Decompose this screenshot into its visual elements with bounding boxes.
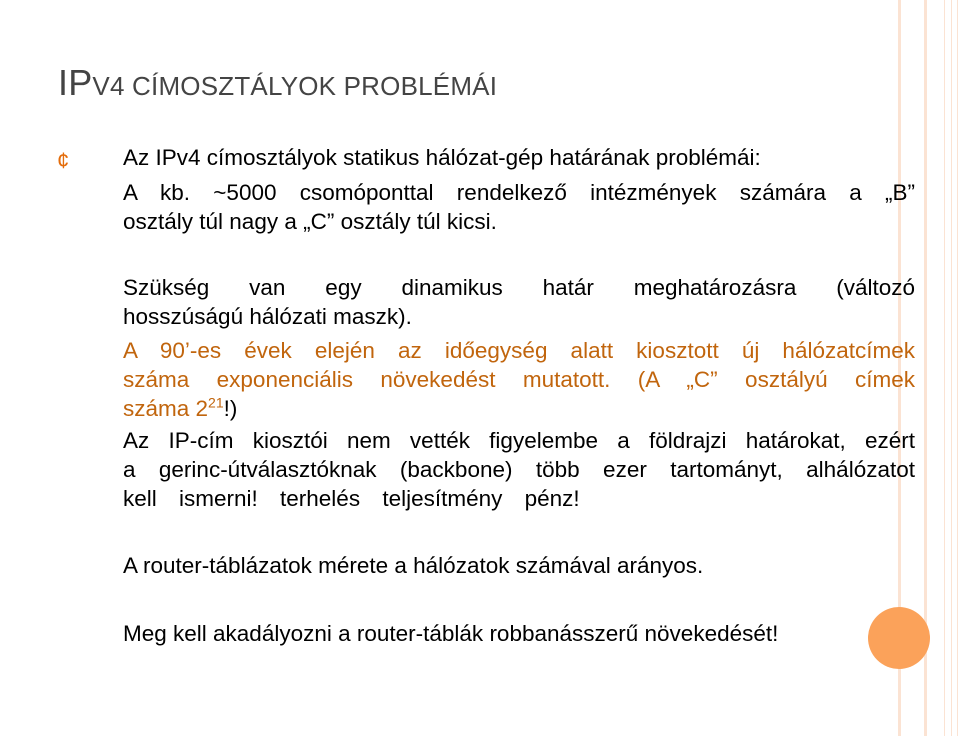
decorative-line <box>951 0 952 736</box>
text-line-9: Az IP-cím kiosztói nem vették figyelembe a földrajzi határokat, ezért <box>123 428 915 453</box>
text-line-8 <box>123 396 915 422</box>
text-line-2: A kb. ~5000 csomóponttal rendelkező intézmények számára a „B” <box>123 180 915 205</box>
text-line-1: Az IPv4 címosztályok statikus hálózat-gép határának problémái: <box>123 145 761 170</box>
decorative-line <box>957 0 958 736</box>
text-line-8-start: száma 2 <box>123 396 209 421</box>
text-line-12: A router-táblázatok mérete a hálózatok számával arányos. <box>123 553 704 578</box>
text-line-10: a gerinc-útválasztóknak (backbone) több ezer tartományt, alhálózatot <box>123 457 915 482</box>
title-cap: IP <box>58 62 93 103</box>
bullet-icon: ¢ <box>57 148 70 173</box>
decorative-line <box>944 0 945 736</box>
title-small-caps: V4 CÍMOSZTÁLYOK PROBLÉMÁI <box>92 71 498 101</box>
text-line-3: osztály túl nagy a „C” osztály túl kicsi. <box>123 209 497 234</box>
text-line-13: Meg kell akadályozni a router-táblák robbanásszerű növekedését! <box>123 621 779 646</box>
text-line-4: Szükség van egy dinamikus határ meghatározásra (változó <box>123 275 915 300</box>
exponent: 21 <box>208 394 224 411</box>
text-line-8-end: !) <box>223 396 238 421</box>
text-line-5: hosszúságú hálózati maszk). <box>123 304 412 329</box>
text-line-6: A 90’-es évek elején az időegység alatt kiosztott új hálózatcímek <box>123 338 915 363</box>
text-line-11: kell ismerni! terhelés teljesítmény pénz! <box>123 486 580 511</box>
text-line-7: száma exponenciális növekedést mutatott. (A „C” osztályú címek <box>123 367 915 392</box>
slide-title <box>58 62 497 104</box>
